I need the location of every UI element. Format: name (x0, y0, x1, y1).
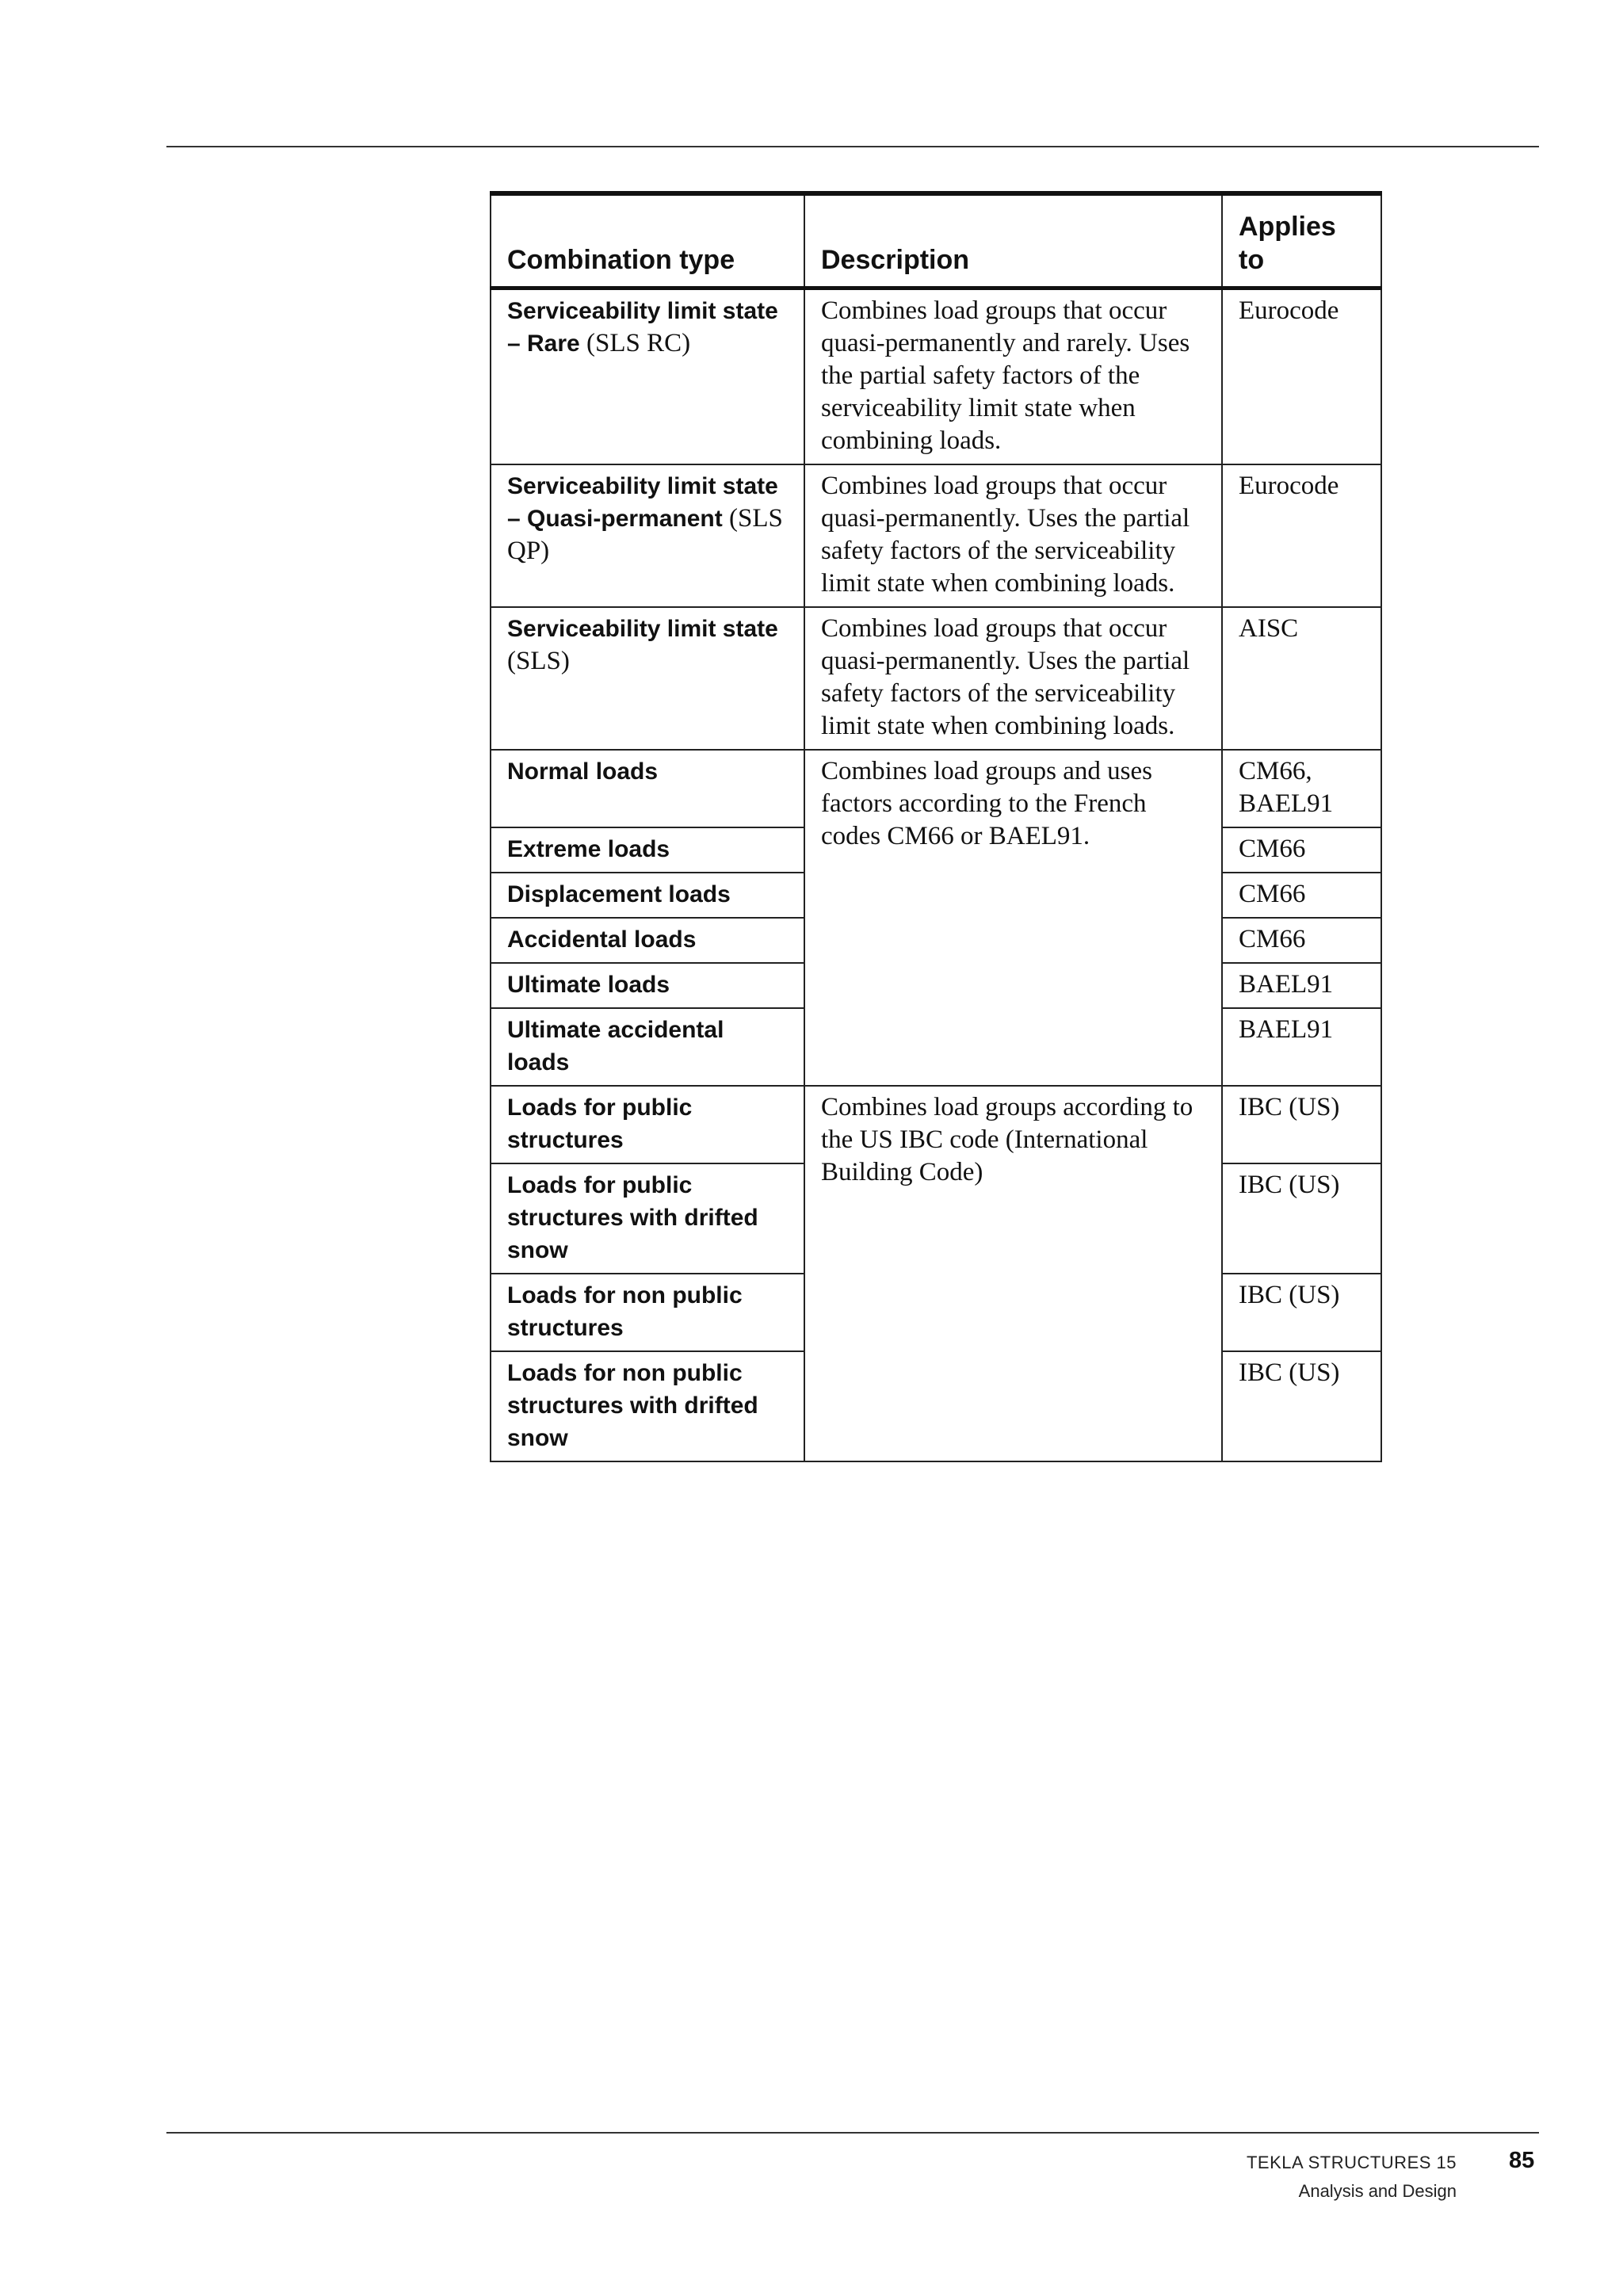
applies-to-cell: Eurocode (1222, 464, 1381, 607)
combination-type-cell: Ultimate accidental loads (491, 1008, 804, 1086)
table-header-row (491, 193, 1381, 288)
applies-to-cell: CM66 (1222, 918, 1381, 963)
header-combination-type: Combination type (491, 193, 804, 288)
combination-type-cell: Normal loads (491, 750, 804, 827)
combination-type-cell: Serviceability limit state (SLS) (491, 607, 804, 750)
page-number: 85 (1509, 2148, 1535, 2173)
applies-to-cell: CM66 (1222, 873, 1381, 918)
table-row (491, 750, 1381, 827)
header-applies-to: Applies to (1222, 193, 1381, 288)
description-cell: Combines load groups that occur quasi-permanently. Uses the partial safety factors of the serviceability limit state when combining loads. (804, 464, 1222, 607)
footer-product-title: TEKLA STRUCTURES 15 (1246, 2153, 1457, 2172)
combination-type-cell: Serviceability limit state – Rare (SLS RC) (491, 288, 804, 465)
combination-type-cell: Loads for public structures (491, 1086, 804, 1163)
description-cell: Combines load groups that occur quasi-permanently. Uses the partial safety factors of the serviceability limit state when combining loads. (804, 607, 1222, 750)
combination-type-cell: Accidental loads (491, 918, 804, 963)
combination-type-cell: Displacement loads (491, 873, 804, 918)
description-cell-french-codes: Combines load groups and uses factors according to the French codes CM66 or BAEL91. (804, 750, 1222, 1086)
table-row (491, 288, 1381, 465)
applies-to-cell: IBC (US) (1222, 1086, 1381, 1163)
applies-to-cell: IBC (US) (1222, 1274, 1381, 1351)
table-row (491, 1086, 1381, 1163)
applies-to-cell: BAEL91 (1222, 1008, 1381, 1086)
applies-to-cell: Eurocode (1222, 288, 1381, 465)
combination-type-cell: Extreme loads (491, 827, 804, 873)
applies-to-cell: IBC (US) (1222, 1351, 1381, 1461)
applies-to-cell: AISC (1222, 607, 1381, 750)
table-row (491, 607, 1381, 750)
combination-type-cell: Loads for non public structures with drifted snow (491, 1351, 804, 1461)
header-description: Description (804, 193, 1222, 288)
combination-type-cell: Ultimate loads (491, 963, 804, 1008)
header-rule (166, 146, 1539, 147)
applies-to-cell: CM66, BAEL91 (1222, 750, 1381, 827)
applies-to-cell: IBC (US) (1222, 1163, 1381, 1274)
combination-type-cell: Loads for non public structures (491, 1274, 804, 1351)
table-row (491, 464, 1381, 607)
combination-type-cell: Serviceability limit state – Quasi-permanent (SLS QP) (491, 464, 804, 607)
applies-to-cell: CM66 (1222, 827, 1381, 873)
footer-rule (166, 2132, 1539, 2134)
combination-types-table (490, 191, 1382, 1462)
description-cell-us-ibc: Combines load groups according to the US IBC code (International Building Code) (804, 1086, 1222, 1461)
applies-to-cell: BAEL91 (1222, 963, 1381, 1008)
footer-subtitle: Analysis and Design (1298, 2181, 1457, 2201)
description-cell: Combines load groups that occur quasi-permanently and rarely. Uses the partial safety factors of the serviceability limit state when combining loads. (804, 288, 1222, 465)
combination-type-cell: Loads for public structures with drifted snow (491, 1163, 804, 1274)
